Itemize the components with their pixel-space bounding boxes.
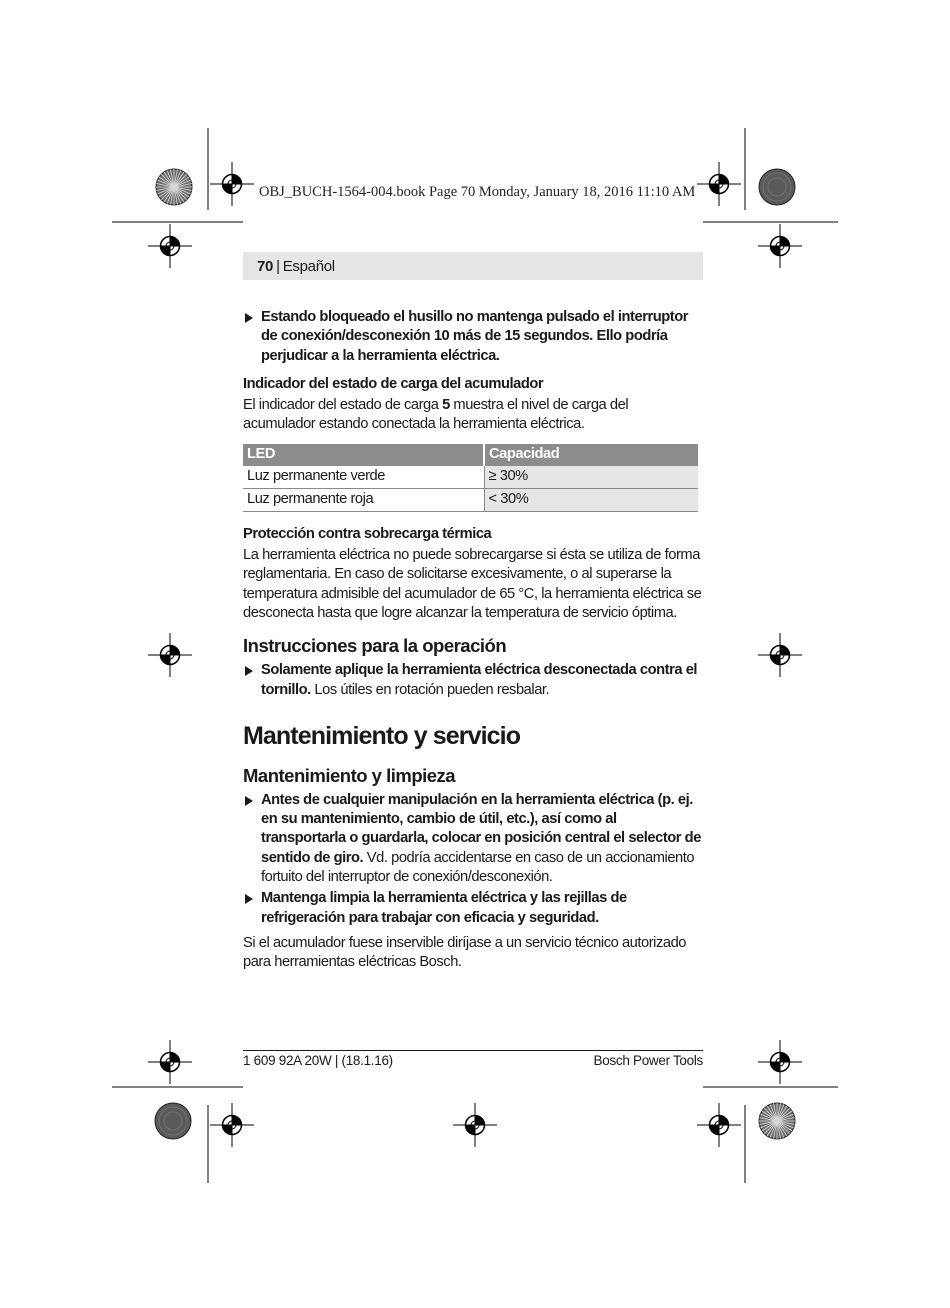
footer-rule bbox=[243, 1050, 703, 1051]
footer-doc-number: 1 609 92A 20W | (18.1.16) bbox=[243, 1053, 393, 1068]
operation-bullet-text: Los útiles en rotación pueden resbalar. bbox=[310, 681, 550, 698]
bullet-triangle-icon bbox=[245, 313, 253, 323]
warning-spindle bbox=[243, 308, 703, 366]
bullet-triangle-icon bbox=[245, 894, 253, 904]
table-cell: < 30% bbox=[484, 488, 698, 511]
table-cell: ≥ 30% bbox=[484, 466, 698, 489]
charge-text-before: El indicador del estado de carga bbox=[243, 397, 443, 414]
maintenance-title: Mantenimiento y servicio bbox=[243, 721, 521, 750]
table-row bbox=[243, 466, 698, 489]
warning-spindle-text: Estando bloqueado el husillo no mantenga pulsado el interruptor de conexión/desconexión 10 más de 15 segundos. Ello podría perjudicar a la herramienta eléctrica. bbox=[261, 309, 688, 364]
page-content bbox=[243, 308, 703, 973]
maintenance-subheading: Mantenimiento y limpieza bbox=[243, 764, 456, 786]
thermal-heading: Protección contra sobrecarga térmica bbox=[243, 525, 492, 542]
charge-heading: Indicador del estado de carga del acumulador bbox=[243, 375, 544, 392]
operation-bullet bbox=[243, 661, 703, 700]
maintenance-closing: Si el acumulador fuese inservible diríjase a un servicio técnico autorizado para herramientas eléctricas Bosch. bbox=[243, 934, 687, 971]
table-header-row bbox=[243, 444, 698, 466]
footer-brand: Bosch Power Tools bbox=[593, 1053, 703, 1068]
bullet-triangle-icon bbox=[245, 666, 253, 676]
table-cell: Luz permanente verde bbox=[243, 466, 484, 489]
maintenance-bullet-1 bbox=[243, 791, 703, 887]
operation-heading: Instrucciones para la operación bbox=[243, 635, 507, 657]
capacity-table bbox=[243, 444, 698, 512]
charge-paragraph bbox=[243, 396, 703, 435]
table-row bbox=[243, 488, 698, 511]
table-header-capacity: Capacidad bbox=[484, 444, 698, 466]
page-header bbox=[243, 252, 703, 280]
operation-bullet-bold: Solamente aplique la herramienta eléctrica desconectada contra el tornillo. bbox=[261, 662, 698, 698]
maintenance-bullet-1-bold: Antes de cualquier manipulación en la herramienta eléctrica (p. ej. en su mantenimiento, cambio de útil, etc.), así como al transportarla o guardarla, colocar en posición central el selector de sentido de giro. bbox=[261, 791, 701, 866]
maintenance-bullet-1-text: Vd. podría accidentarse en caso de un accionamiento fortuito del interruptor de conexión/desconexión. bbox=[261, 849, 695, 886]
maintenance-bullet-2 bbox=[243, 889, 703, 928]
charge-ref: 5 bbox=[442, 397, 450, 414]
header-language: Español bbox=[282, 257, 335, 275]
table-cell: Luz permanente roja bbox=[243, 488, 484, 511]
charge-text-after: muestra el nivel de carga del acumulador estando conectada la herramienta eléctrica. bbox=[243, 397, 629, 433]
maintenance-bullet-2-text: Mantenga limpia la herramienta eléctrica y las rejillas de refrigeración para trabajar con eficacia y seguridad. bbox=[261, 890, 627, 926]
header-separator: | bbox=[276, 257, 280, 275]
print-slug: OBJ_BUCH-1564-004.book Page 70 Monday, January 18, 2016 11:10 AM bbox=[259, 184, 696, 200]
table-header-led: LED bbox=[243, 444, 484, 466]
thermal-paragraph: La herramienta eléctrica no puede sobrecargarse si ésta se utiliza de forma reglamentaria. En caso de solicitarse excesivamente, o al superarse la temperatura admisible del acumulador de 65 °C, la herramienta eléctrica se desconecta hasta que logre alcanzar la temperatura de servicio óptima. bbox=[243, 547, 702, 621]
bullet-triangle-icon bbox=[245, 796, 253, 806]
page-number: 70 bbox=[257, 257, 274, 275]
